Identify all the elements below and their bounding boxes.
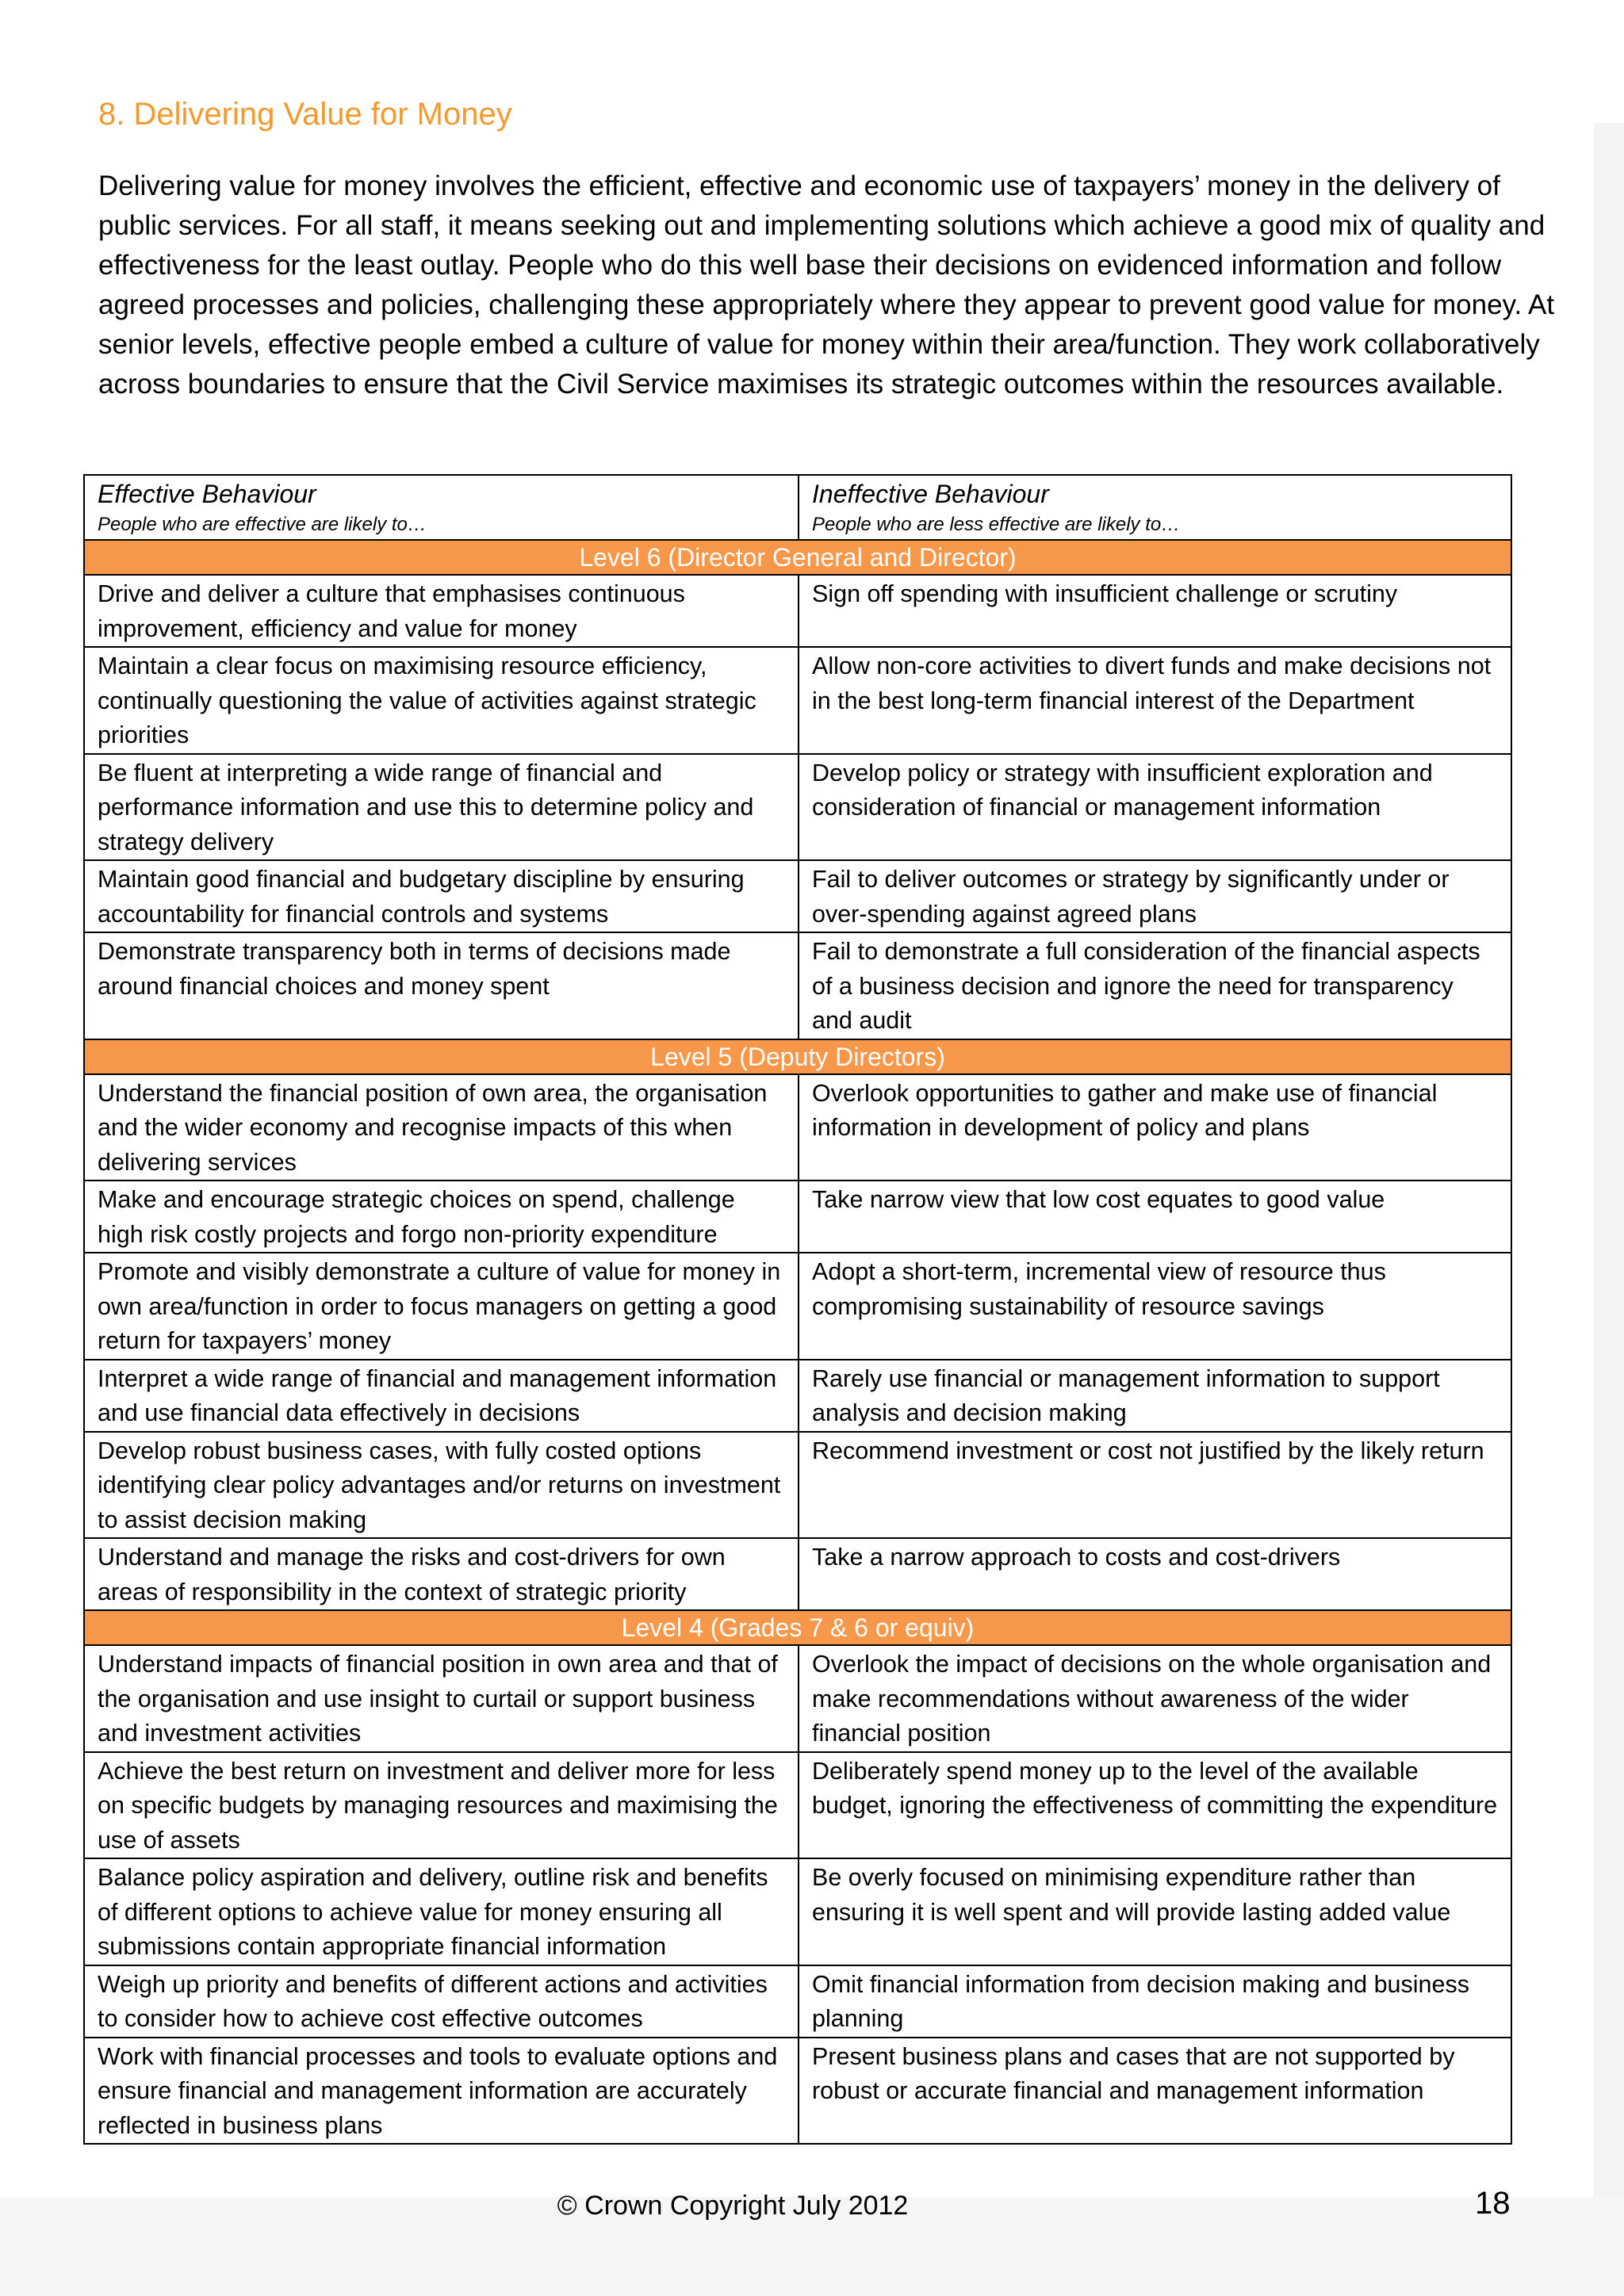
table-row <box>84 1858 1511 1965</box>
footer-copyright: © Crown Copyright July 2012 <box>557 2191 909 2221</box>
intro-paragraph: Delivering value for money involves the efficient, effective and economic use of taxpayers’ money in the delivery of public services. For all staff, it means seeking out and implementing solutions which achieve a good mix of quality and effectiveness for the least outlay. People who do this well base their decisions on evidenced information and follow agreed processes and policies, challenging these appropriately where they appear to prevent good value for money. At senior levels, effective people embed a culture of value for money within their area/function. They work collaboratively across boundaries to ensure that the Civil Service maximises its strategic outcomes within the resources available. <box>98 170 1555 400</box>
table-row <box>84 1074 1511 1181</box>
table-row <box>84 2038 1511 2145</box>
behaviour-table-body <box>84 475 1511 2144</box>
level-band <box>84 540 1511 575</box>
table-row <box>84 1965 1511 2038</box>
effective-subtitle: People who are effective are likely to… <box>98 514 427 535</box>
ineffective-cell: Overlook the impact of decisions on the whole organisation and make recommendations without awareness of the wider financial position <box>799 1645 1511 1752</box>
effective-cell: Be fluent at interpreting a wide range of financial and performance information and use this to determine policy and strategy delivery <box>84 754 799 861</box>
table-row <box>84 575 1511 647</box>
level-band <box>84 1039 1511 1074</box>
ineffective-subtitle: People who are less effective are likely to… <box>812 514 1181 535</box>
effective-cell: Understand and manage the risks and cost-drivers for own areas of responsibility in the context of strategic priority <box>84 1538 799 1610</box>
page-number: 18 <box>1475 2186 1511 2221</box>
ineffective-cell: Fail to demonstrate a full consideration of the financial aspects of a business decision and ignore the need for transparency and audit <box>799 932 1511 1039</box>
ineffective-cell: Sign off spending with insufficient challenge or scrutiny <box>799 575 1511 647</box>
ineffective-cell: Rarely use financial or management information to support analysis and decision making <box>799 1360 1511 1432</box>
effective-cell: Develop robust business cases, with fully costed options identifying clear policy advantages and/or returns on investment to assist decision making <box>84 1432 799 1539</box>
ineffective-cell: Present business plans and cases that are not supported by robust or accurate financial and management information <box>799 2038 1511 2145</box>
effective-cell: Balance policy aspiration and delivery, outline risk and benefits of different options to achieve value for money ensuring all submissions contain appropriate financial information <box>84 1858 799 1965</box>
effective-cell: Understand the financial position of own area, the organisation and the wider economy and recognise impacts of this when delivering services <box>84 1074 799 1181</box>
ineffective-cell: Deliberately spend money up to the level of the available budget, ignoring the effectiveness of committing the expenditure <box>799 1752 1511 1859</box>
effective-cell: Demonstrate transparency both in terms of decisions made around financial choices and money spent <box>84 932 799 1039</box>
table-row <box>84 1538 1511 1610</box>
ineffective-cell: Fail to deliver outcomes or strategy by significantly under or over-spending against agreed plans <box>799 860 1511 932</box>
effective-cell: Maintain good financial and budgetary discipline by ensuring accountability for financial controls and systems <box>84 860 799 932</box>
table-row <box>84 1752 1511 1859</box>
effective-cell: Promote and visibly demonstrate a culture of value for money in own area/function in order to focus managers on getting a good return for taxpayers’ money <box>84 1253 799 1360</box>
ineffective-cell: Take narrow view that low cost equates to good value <box>799 1181 1511 1253</box>
table-row <box>84 1181 1511 1253</box>
ineffective-cell: Adopt a short-term, incremental view of resource thus compromising sustainability of resource savings <box>799 1253 1511 1360</box>
ineffective-cell: Allow non-core activities to divert funds and make decisions not in the best long-term financial interest of the Department <box>799 647 1511 754</box>
table-row <box>84 1360 1511 1432</box>
effective-cell: Drive and deliver a culture that emphasises continuous improvement, efficiency and value for money <box>84 575 799 647</box>
level-label: Level 5 (Deputy Directors) <box>84 1039 1511 1074</box>
table-header-row <box>84 475 1511 540</box>
effective-cell: Achieve the best return on investment and deliver more for less on specific budgets by managing resources and maximising the use of assets <box>84 1752 799 1859</box>
table-row <box>84 754 1511 861</box>
effective-title: Effective Behaviour <box>98 480 316 508</box>
effective-cell: Interpret a wide range of financial and management information and use financial data effectively in decisions <box>84 1360 799 1432</box>
ineffective-cell: Take a narrow approach to costs and cost-drivers <box>799 1538 1511 1610</box>
table-row <box>84 1432 1511 1539</box>
level-label: Level 6 (Director General and Director) <box>84 540 1511 575</box>
level-band <box>84 1610 1511 1645</box>
effective-cell: Work with financial processes and tools to evaluate options and ensure financial and management information are accurately reflected in business plans <box>84 2038 799 2145</box>
ineffective-cell: Be overly focused on minimising expenditure rather than ensuring it is well spent and will provide lasting added value <box>799 1858 1511 1965</box>
table-row <box>84 860 1511 932</box>
effective-header <box>84 475 799 540</box>
ineffective-cell: Recommend investment or cost not justified by the likely return <box>799 1432 1511 1539</box>
ineffective-cell: Omit financial information from decision making and business planning <box>799 1965 1511 2038</box>
ineffective-title: Ineffective Behaviour <box>812 480 1049 508</box>
effective-cell: Weigh up priority and benefits of different actions and activities to consider how to achieve cost effective outcomes <box>84 1965 799 2038</box>
effective-cell: Maintain a clear focus on maximising resource efficiency, continually questioning the value of activities against strategic priorities <box>84 647 799 754</box>
ineffective-cell: Overlook opportunities to gather and make use of financial information in development of policy and plans <box>799 1074 1511 1181</box>
section-heading: 8. Delivering Value for Money <box>98 97 512 132</box>
ineffective-header <box>799 475 1511 540</box>
table-row <box>84 1253 1511 1360</box>
table-row <box>84 647 1511 754</box>
level-label: Level 4 (Grades 7 & 6 or equiv) <box>84 1610 1511 1645</box>
effective-cell: Make and encourage strategic choices on spend, challenge high risk costly projects and forgo non-priority expenditure <box>84 1181 799 1253</box>
behaviour-table <box>83 474 1512 2145</box>
table-row <box>84 1645 1511 1752</box>
table-row <box>84 932 1511 1039</box>
page-edge-shade <box>1594 123 1624 2296</box>
ineffective-cell: Develop policy or strategy with insufficient exploration and consideration of financial or management information <box>799 754 1511 861</box>
effective-cell: Understand impacts of financial position in own area and that of the organisation and use insight to curtail or support business and investment activities <box>84 1645 799 1752</box>
